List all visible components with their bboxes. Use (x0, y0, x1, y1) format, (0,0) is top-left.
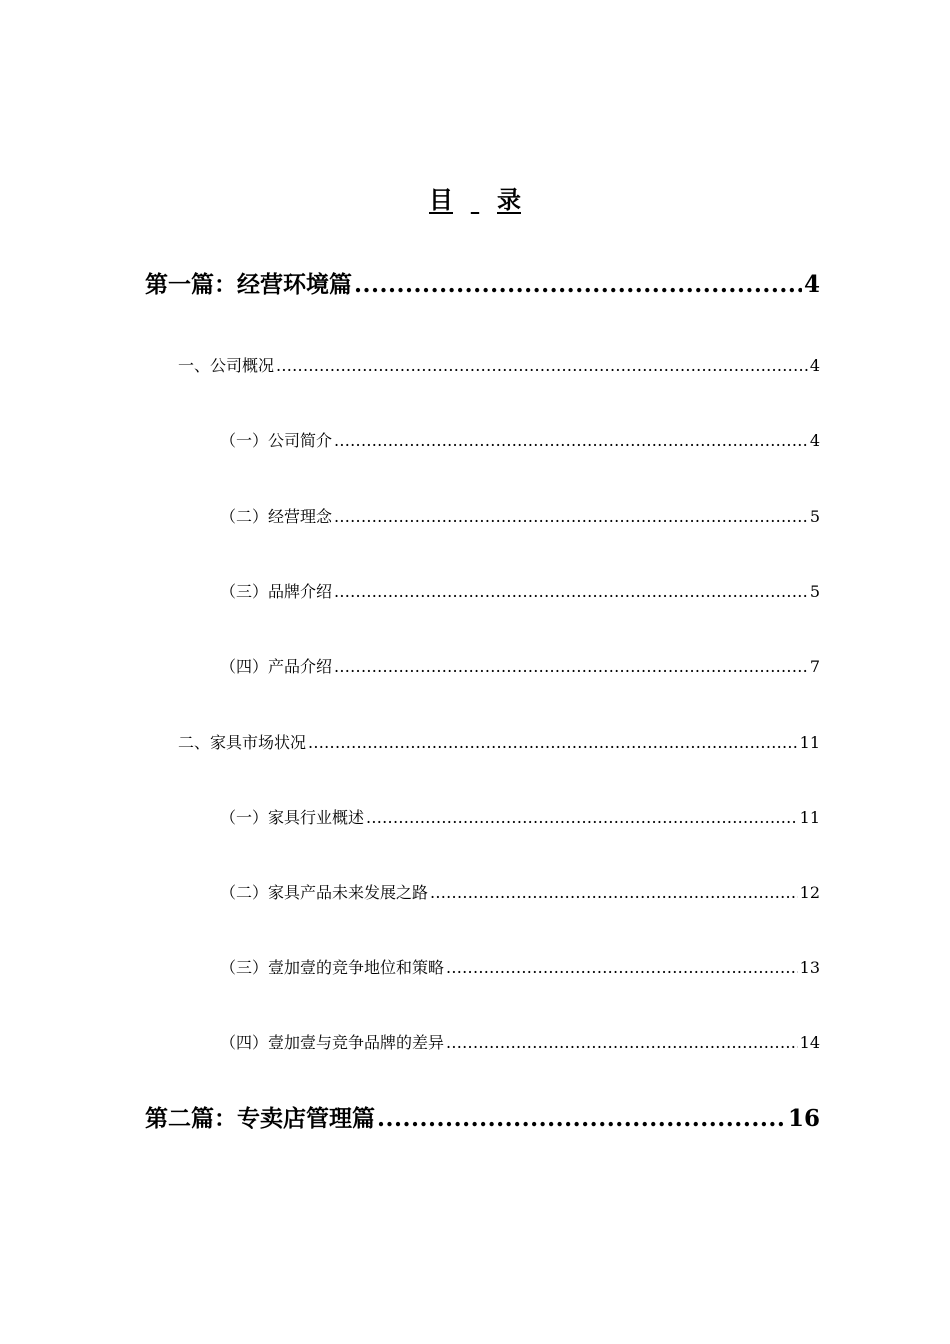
toc-entry-future-development[interactable] (220, 880, 820, 903)
toc-label: 一、公司概况 (178, 356, 275, 375)
toc-leader (354, 271, 802, 298)
toc-label: （一）家具行业概述 (220, 808, 365, 827)
toc-leader (446, 1033, 798, 1052)
toc-entry-industry-overview[interactable] (220, 805, 820, 828)
toc-entry-product-intro[interactable] (220, 654, 820, 677)
toc-entry-part-2[interactable] (145, 1100, 820, 1133)
toc-entry-company-intro[interactable] (220, 428, 820, 451)
toc-leader (276, 356, 808, 375)
toc-page-number: 16 (787, 1105, 820, 1132)
toc-label: （三）壹加壹的竞争地位和策略 (220, 958, 445, 977)
toc-label: （四）壹加壹与竞争品牌的差异 (220, 1033, 445, 1052)
toc-leader (377, 1105, 786, 1132)
toc-leader (446, 958, 798, 977)
toc-entry-furniture-market[interactable] (178, 730, 820, 753)
toc-leader (334, 657, 808, 676)
toc-entry-company-overview[interactable] (178, 353, 820, 376)
title-gap (453, 185, 497, 214)
toc-page-number: 4 (803, 271, 820, 298)
toc-entry-business-philosophy[interactable] (220, 504, 820, 527)
toc-page-number: 12 (799, 883, 820, 902)
toc-page-number: 13 (799, 958, 820, 977)
toc-page-number: 5 (809, 507, 820, 526)
toc-page-number: 14 (799, 1033, 820, 1052)
toc-entry-competitive-position[interactable] (220, 955, 820, 978)
toc-label: 第二篇：专卖店管理篇 (145, 1105, 375, 1132)
toc-label: 第一篇：经营环境篇 (145, 271, 352, 298)
toc-label: （二）经营理念 (220, 507, 333, 526)
toc-page-number: 4 (809, 431, 820, 450)
toc-label: （一）公司简介 (220, 431, 333, 450)
toc-leader (308, 733, 798, 752)
toc-entry-brand-intro[interactable] (220, 579, 820, 602)
toc-leader (334, 431, 808, 450)
toc-page-number: 11 (799, 733, 820, 752)
toc-leader (430, 883, 798, 902)
toc-leader (334, 582, 808, 601)
toc-leader (366, 808, 798, 827)
toc-leader (334, 507, 808, 526)
title-char-1: 目 (429, 185, 453, 214)
title-char-2: 录 (497, 185, 521, 214)
toc-entry-brand-differences[interactable] (220, 1030, 820, 1053)
toc-page-number: 7 (809, 657, 820, 676)
toc-page-number: 11 (799, 808, 820, 827)
toc-label: （四）产品介绍 (220, 657, 333, 676)
toc-label: （三）品牌介绍 (220, 582, 333, 601)
toc-page-number: 5 (809, 582, 820, 601)
toc-page-number: 4 (809, 356, 820, 375)
page-title (0, 180, 950, 215)
toc-label: （二）家具产品未来发展之路 (220, 883, 429, 902)
toc-entry-part-1[interactable] (145, 266, 820, 299)
toc-label: 二、家具市场状况 (178, 733, 307, 752)
